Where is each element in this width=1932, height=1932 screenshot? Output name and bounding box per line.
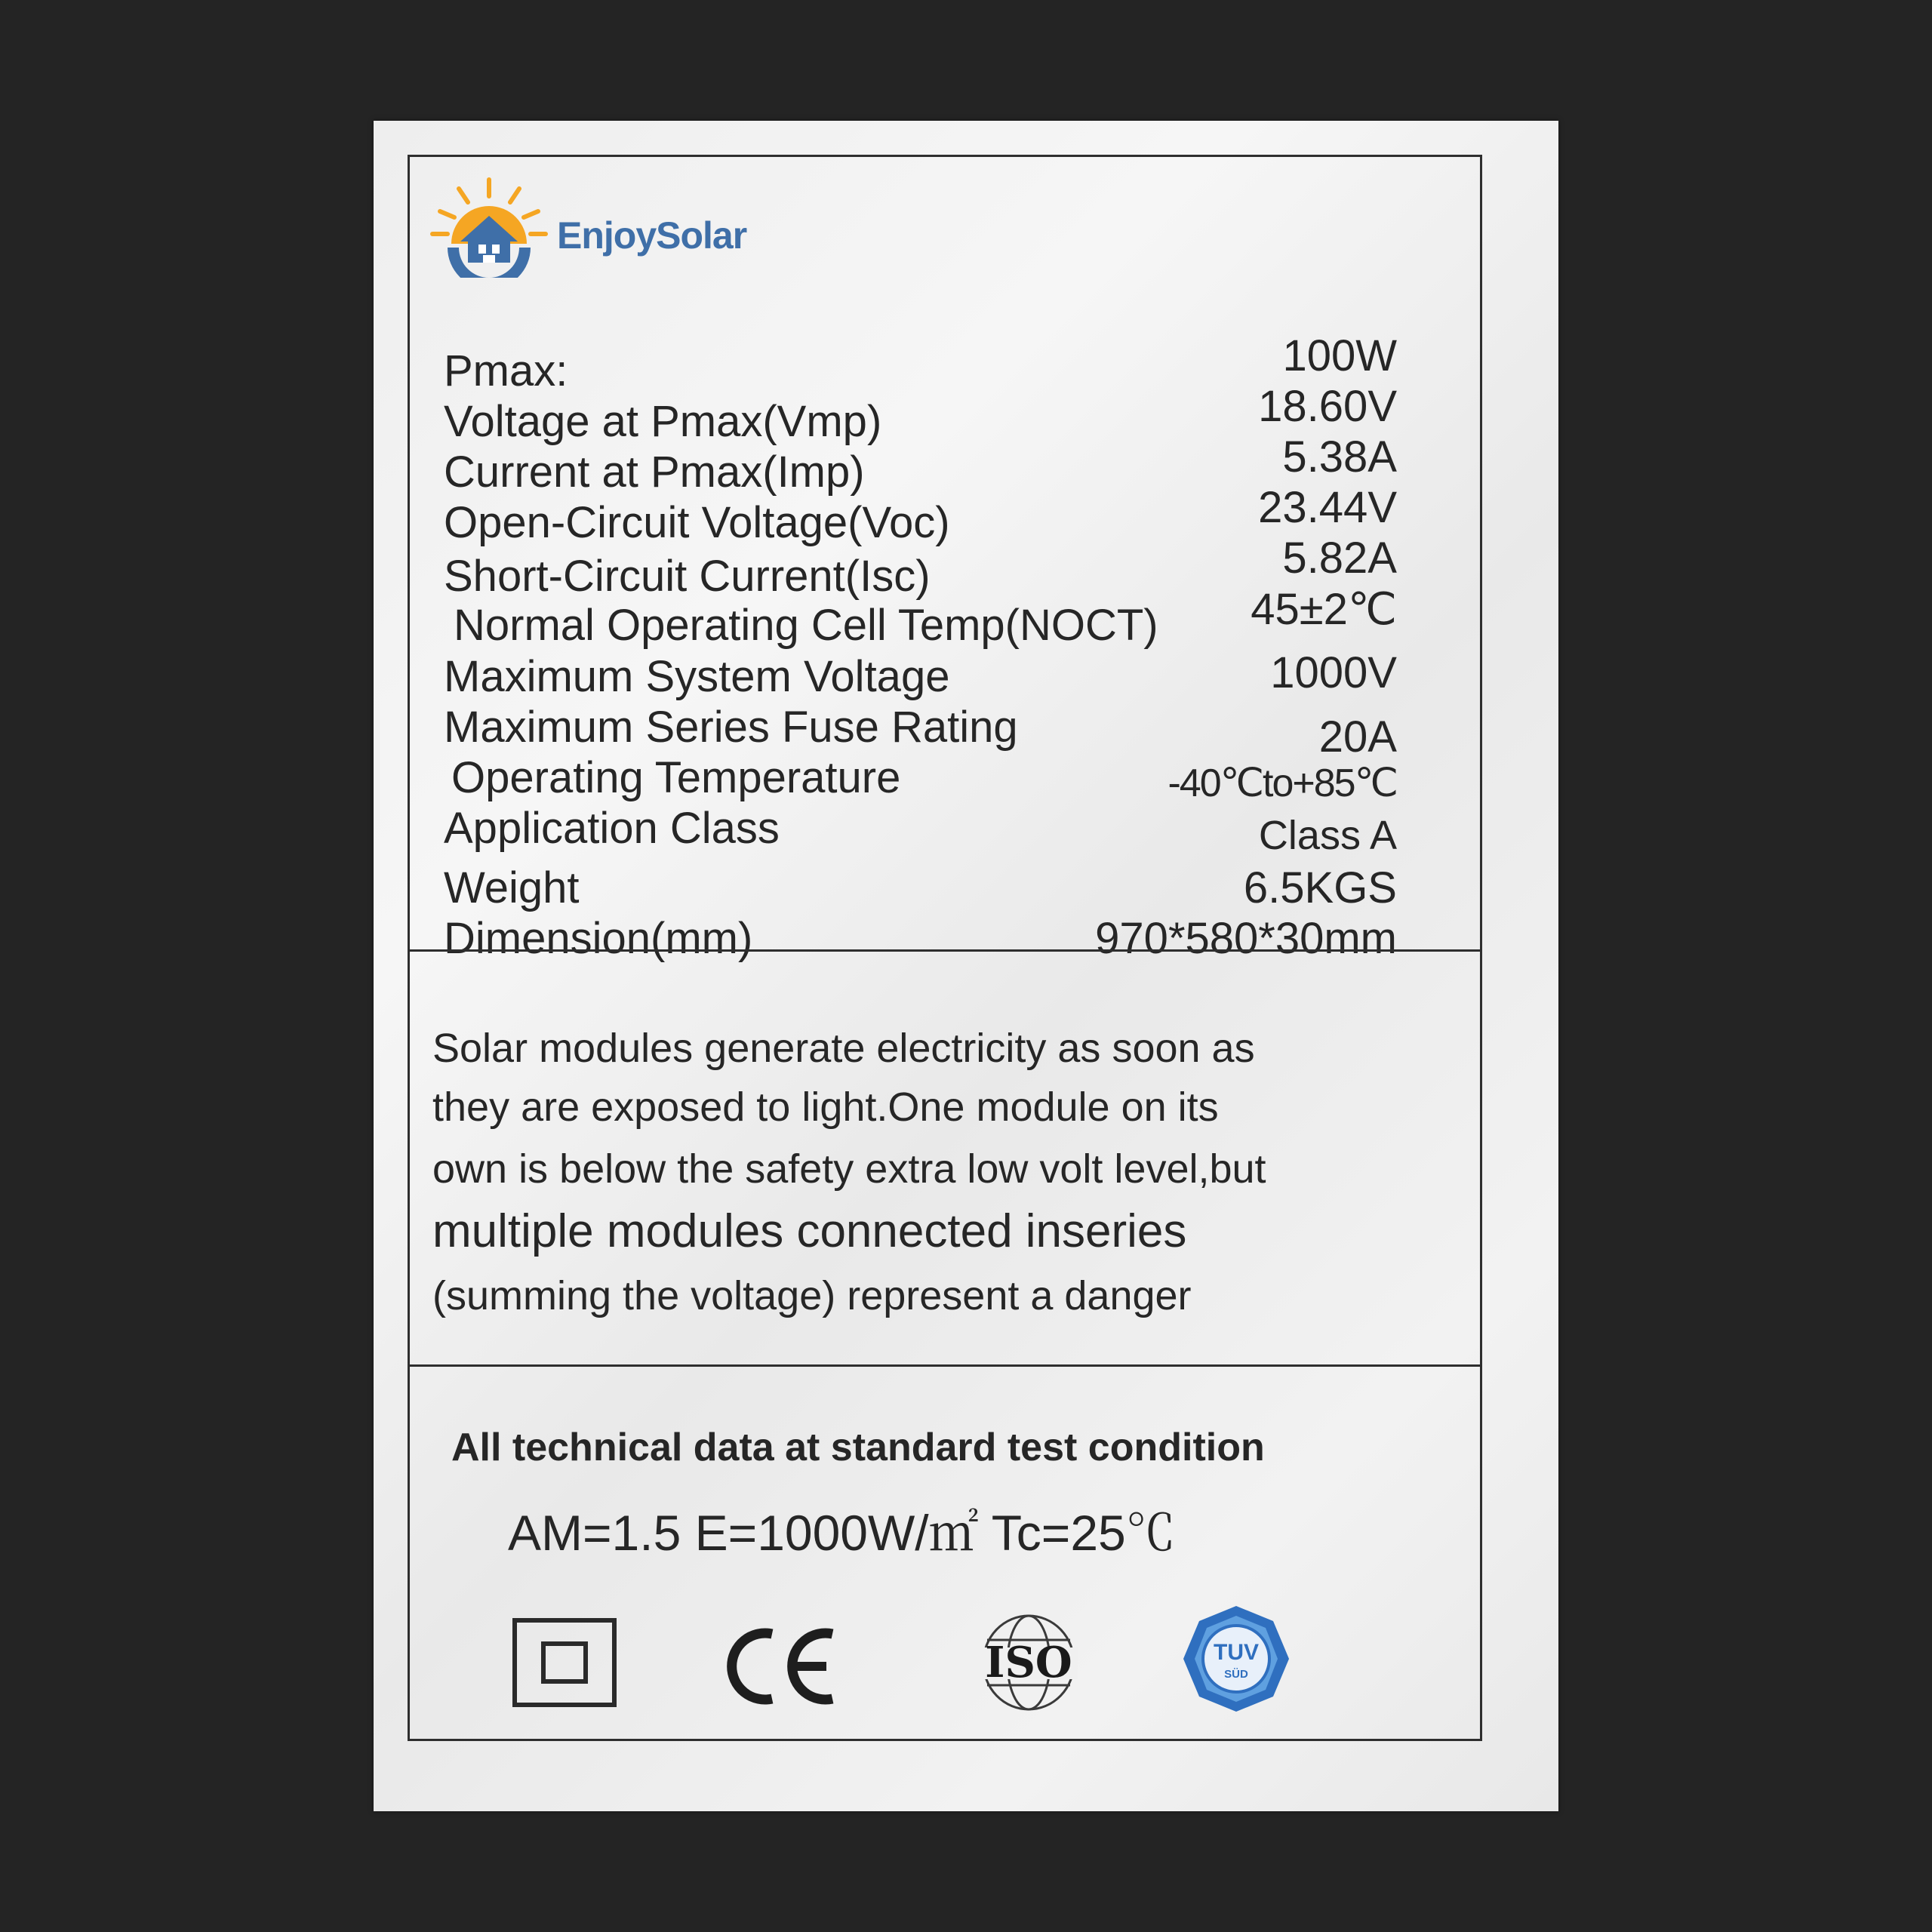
spec-value-imp: 5.38A <box>1282 432 1397 481</box>
tuv-sud-seal-icon <box>1180 1602 1293 1719</box>
spec-value-voc: 23.44V <box>1258 483 1397 532</box>
spec-label-fuse-rating: Maximum Series Fuse Rating <box>444 703 1018 752</box>
brand-name: EnjoySolar <box>557 214 747 257</box>
standard-test-condition: AM=1.5 E=1000W/㎡ Tc=25℃ <box>508 1505 1176 1561</box>
warning-line: Solar modules generate electricity as soon as <box>432 1026 1255 1071</box>
svg-text:ISO: ISO <box>985 1638 1072 1687</box>
warning-line: own is below the safety extra low volt level,but <box>432 1146 1266 1192</box>
spec-label-imp: Current at Pmax(Imp) <box>444 448 865 497</box>
spec-value-dimension: 970*580*30mm <box>1095 914 1397 963</box>
spec-label-pmax: Pmax: <box>444 346 568 395</box>
spec-label-dimension: Dimension(mm) <box>444 914 753 963</box>
warning-line: multiple modules connected inseries <box>432 1205 1187 1257</box>
spec-label-weight: Weight <box>444 863 580 912</box>
spec-value-isc: 5.82A <box>1282 534 1397 583</box>
spec-value-fuse-rating: 20A <box>1318 712 1397 761</box>
spec-value-noct: 45±2℃ <box>1251 585 1397 634</box>
spec-label-operating-temp: Operating Temperature <box>451 753 901 802</box>
spec-label-voc: Open-Circuit Voltage(Voc) <box>444 498 950 547</box>
iso-logo-icon <box>964 1606 1093 1723</box>
standard-test-title: All technical data at standard test condition <box>451 1426 1265 1469</box>
spec-label-isc: Short-Circuit Current(Isc) <box>444 552 931 601</box>
spec-value-vmp: 18.60V <box>1258 382 1397 431</box>
spec-value-pmax: 100W <box>1282 331 1397 380</box>
spec-value-application-class: Class A <box>1258 813 1397 858</box>
divider-warning <box>410 1364 1480 1367</box>
spec-value-weight: 6.5KGS <box>1243 863 1397 912</box>
svg-text:TUV: TUV <box>1214 1640 1259 1665</box>
svg-text:SÜD: SÜD <box>1224 1668 1248 1681</box>
spec-value-operating-temp: -40℃to+85℃ <box>1168 761 1397 805</box>
warning-line: they are exposed to light.One module on its <box>432 1084 1219 1130</box>
spec-label-max-voltage: Maximum System Voltage <box>444 652 950 701</box>
nameplate-label <box>374 121 1558 1811</box>
spec-label-vmp: Voltage at Pmax(Vmp) <box>444 397 882 446</box>
label-frame <box>408 155 1482 1741</box>
spec-value-max-voltage: 1000V <box>1270 648 1397 697</box>
sun-house-logo-icon <box>429 172 549 278</box>
ce-mark-icon <box>719 1625 840 1712</box>
spec-label-application-class: Application Class <box>444 804 780 853</box>
warning-line: (summing the voltage) represent a danger <box>432 1273 1192 1318</box>
double-insulation-icon <box>512 1617 617 1712</box>
spec-label-noct: Normal Operating Cell Temp(NOCT) <box>454 601 1158 650</box>
brand-logo <box>429 172 806 278</box>
divider-specs <box>410 949 1480 952</box>
